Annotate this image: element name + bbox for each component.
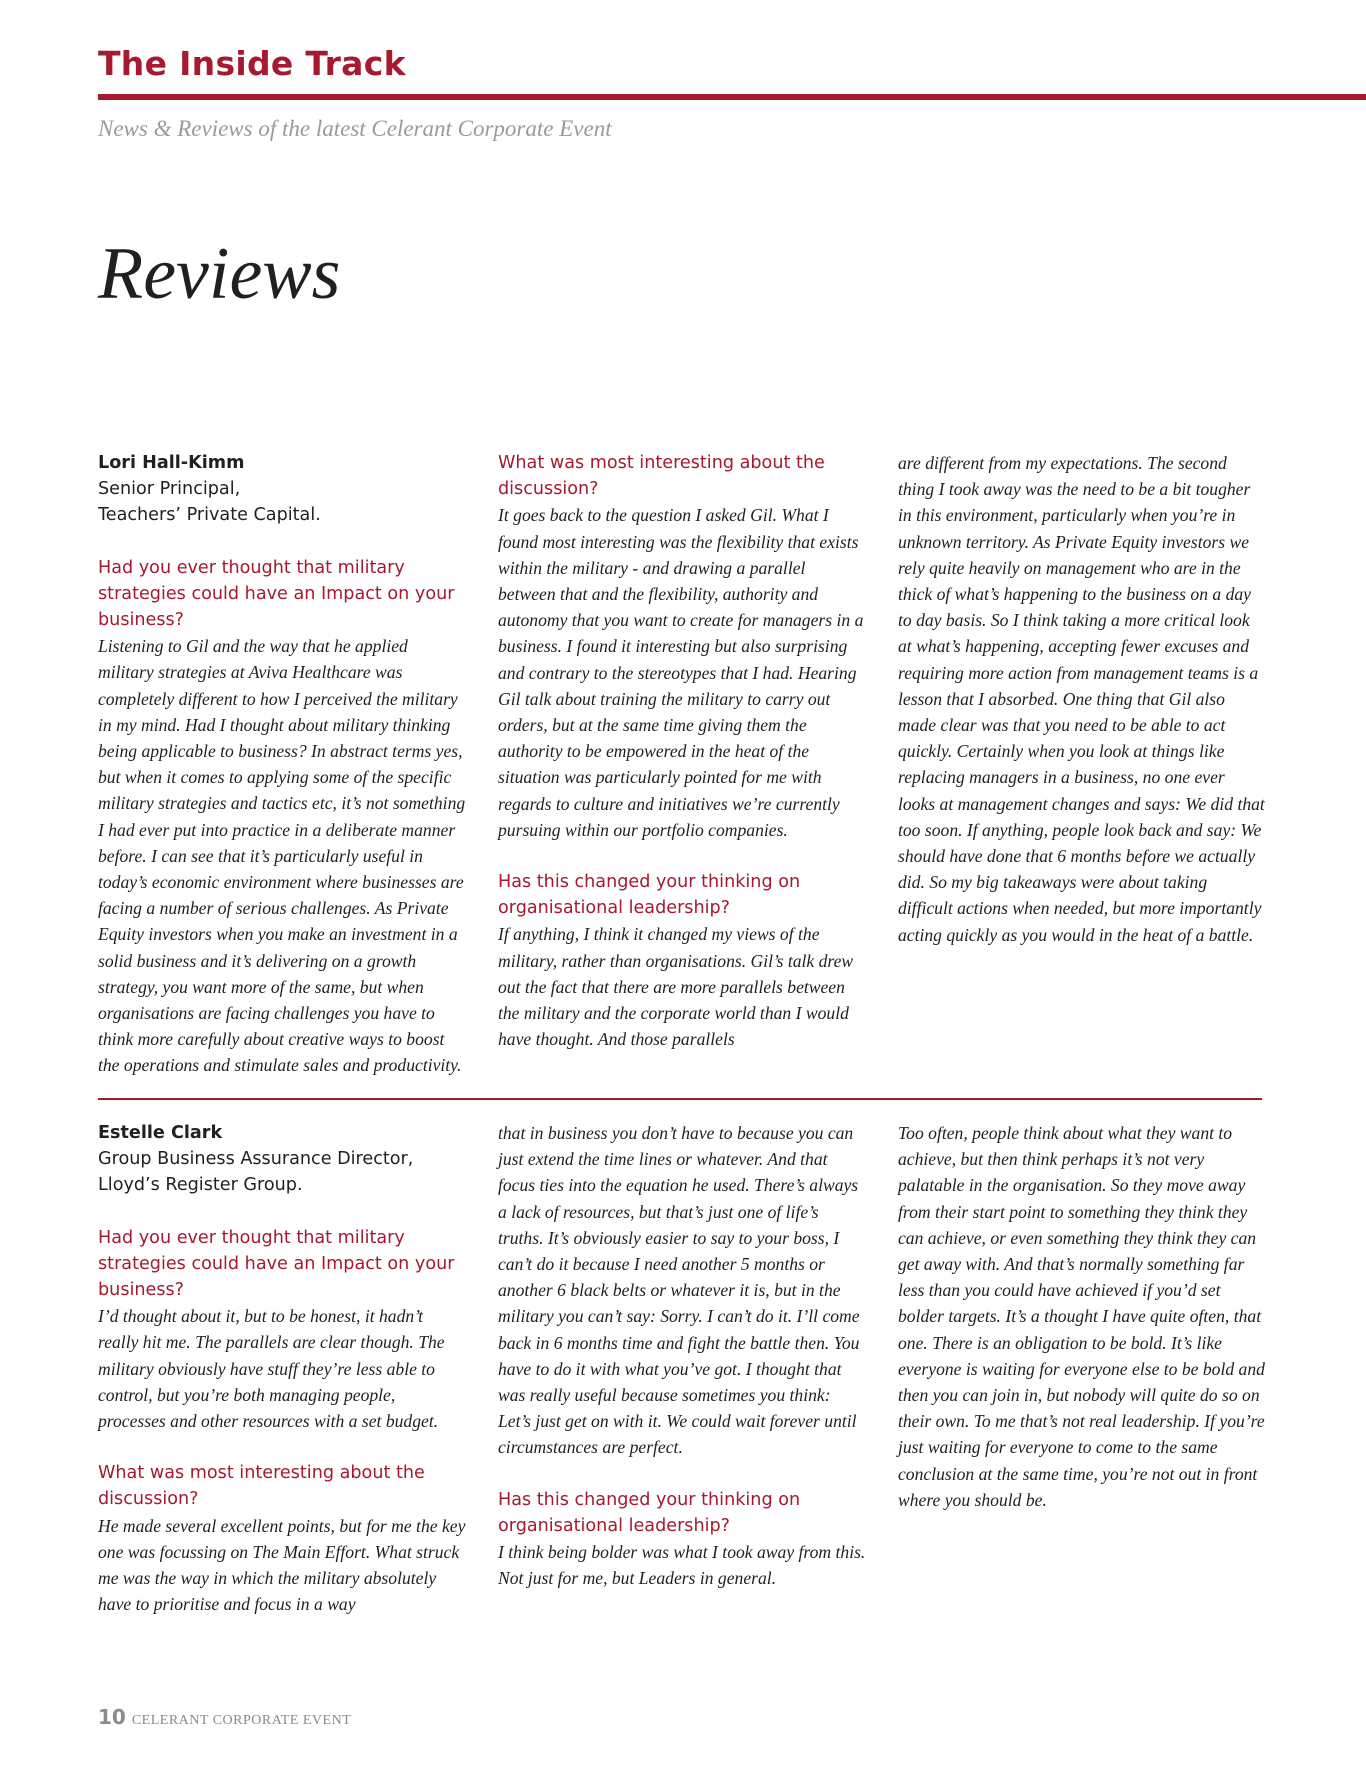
answer-most-interesting: It goes back to the question I asked Gil. What I found most interesting was the flexibility that exists within the military - and drawing a parallel between that and the flexibility, authority and autonomy that you want to create for managers in a business. I found it interesting but also surprising and contrary to the stereotypes that I had. Hearing Gil talk about training the military to carry out orders, but at the same time giving them the authority to be empowered in the heat of the situation was particularly pointed for me with regards to culture and initiatives we’re currently pursuing within our portfolio companies. xyxy=(498,505,864,840)
answer-changed-thinking: If anything, I think it changed my views of the military, rather than organisations. Gil’s talk drew out the fact that there are more parallels between the military and the corporate world than I would have thought. And those parallels xyxy=(498,924,854,1050)
answer-military-strategies: I’d thought about it, but to be honest, it hadn’t really hit me. The parallels are clear though. The military obviously have stuff they’re less able to control, but you’re both managing people, processes and other resources with a set budget. xyxy=(98,1306,445,1432)
reviewer-organisation: Teachers’ Private Capital. xyxy=(98,505,321,526)
masthead-title: The Inside Track xyxy=(98,44,406,83)
question-changed-thinking: Has this changed your thinking on organisational leadership? xyxy=(498,872,801,919)
reviewer-organisation: Lloyd’s Register Group. xyxy=(98,1175,303,1196)
review-1-column-3 xyxy=(898,450,1266,948)
page-heading: Reviews xyxy=(98,233,341,315)
page-number: 10 xyxy=(98,1705,126,1729)
section-divider xyxy=(98,1098,1262,1100)
answer-changed-thinking-continued: Too often, people think about what they want to achieve, but then think perhaps it’s not very palatable in the organisation. So they move away from their start point to something they think they can achieve, or even something they think they can get away with. And that’s normally something far less than you could have achieved if you’d set bolder targets. It’s a thought I have quite often, that one. There is an obligation to be bold. It’s like everyone is waiting for everyone else to be bold and then you can join in, but nobody will quite do so on their own. To me that’s not real leadership. If you’re just waiting for everyone to come to the same conclusion at the same time, you’re not out in front where you should be. xyxy=(898,1123,1265,1510)
question-most-interesting: What was most interesting about the discussion? xyxy=(98,1463,425,1510)
footer-publication-label: CELERANT CORPORATE EVENT xyxy=(131,1713,352,1728)
reviewer-role: Group Business Assurance Director, xyxy=(98,1149,414,1170)
review-2-column-2 xyxy=(498,1120,866,1591)
answer-military-strategies: Listening to Gil and the way that he applied military strategies at Aviva Healthcare was completely different to how I perceived the military in my mind. Had I thought about military thinking being applicable to business? In abstract terms yes, but when it comes to applying some of the specific military strategies and tactics etc, it’s not something I had ever put into practice in a deliberate manner before. I can see that it’s particularly useful in today’s economic environment where businesses are facing a number of serious challenges. As Private Equity investors when you make an investment in a solid business and it’s delivering on a growth strategy, you want more of the same, but when organisations are facing challenges you have to think more carefully about creative ways to boost the operations and stimulate sales and productivity. xyxy=(98,636,466,1076)
question-military-strategies: Had you ever thought that military strategies could have an Impact on your business? xyxy=(98,1227,455,1301)
reviewer-name: Lori Hall-Kimm xyxy=(98,453,245,473)
reviewer-role: Senior Principal, xyxy=(98,479,241,500)
answer-changed-thinking-continued: are different from my expectations. The second thing I took away was the need to be a bit tougher in this environment, particularly when you’re in unknown territory. As Private Equity investors we rely quite heavily on management who are in the thick of what’s happening to the business on a day to day basis. So I think taking a more critical look at what’s happening, accepting fewer excuses and requiring more action from management teams is a lesson that I absorbed. One thing that Gil also made clear was that you need to be able to act quickly. Certainly when you look at things like replacing managers in a business, no one ever looks at management changes and says: We did that too soon. If anything, people look back and say: We should have done that 6 months before we actually did. So my big takeaways were about taking difficult actions when needed, but more importantly acting quickly as you would in the heat of a battle. xyxy=(898,453,1265,945)
page-footer xyxy=(98,1705,351,1729)
review-2-column-1 xyxy=(98,1120,466,1617)
reviewer-name: Estelle Clark xyxy=(98,1123,223,1143)
masthead-subtitle: News & Reviews of the latest Celerant Corporate Event xyxy=(98,116,612,141)
question-changed-thinking: Has this changed your thinking on organisational leadership? xyxy=(498,1489,801,1536)
answer-most-interesting-continued: that in business you don’t have to because you can just extend the time lines or whatever. And that focus ties into the equation he used. There’s always a lack of resources, but that’s just one of life’s truths. It’s obviously easier to say to your boss, I can’t do it because I need another 5 months or another 6 black belts or whatever it is, but in the military you can’t say: Sorry. I can’t do it. I’ll come back in 6 months time and fight the battle then. You have to do it with what you’ve got. I thought that was really useful because sometimes you think: Let’s just get on with it. We could wait forever until circumstances are perfect. xyxy=(498,1123,860,1458)
question-military-strategies: Had you ever thought that military strategies could have an Impact on your business? xyxy=(98,557,455,631)
answer-most-interesting: He made several excellent points, but for me the key one was focussing on The Main Effort. What struck me was the way in which the military absolutely have to prioritise and focus in a way xyxy=(98,1515,466,1615)
review-2-column-3 xyxy=(898,1120,1266,1513)
review-1-column-1 xyxy=(98,450,466,1079)
answer-changed-thinking: I think being bolder was what I took away from this. Not just for me, but Leaders in general. xyxy=(498,1542,866,1589)
masthead-rule xyxy=(98,94,1366,100)
review-1-column-2 xyxy=(498,450,866,1052)
question-most-interesting: What was most interesting about the discussion? xyxy=(498,453,825,500)
